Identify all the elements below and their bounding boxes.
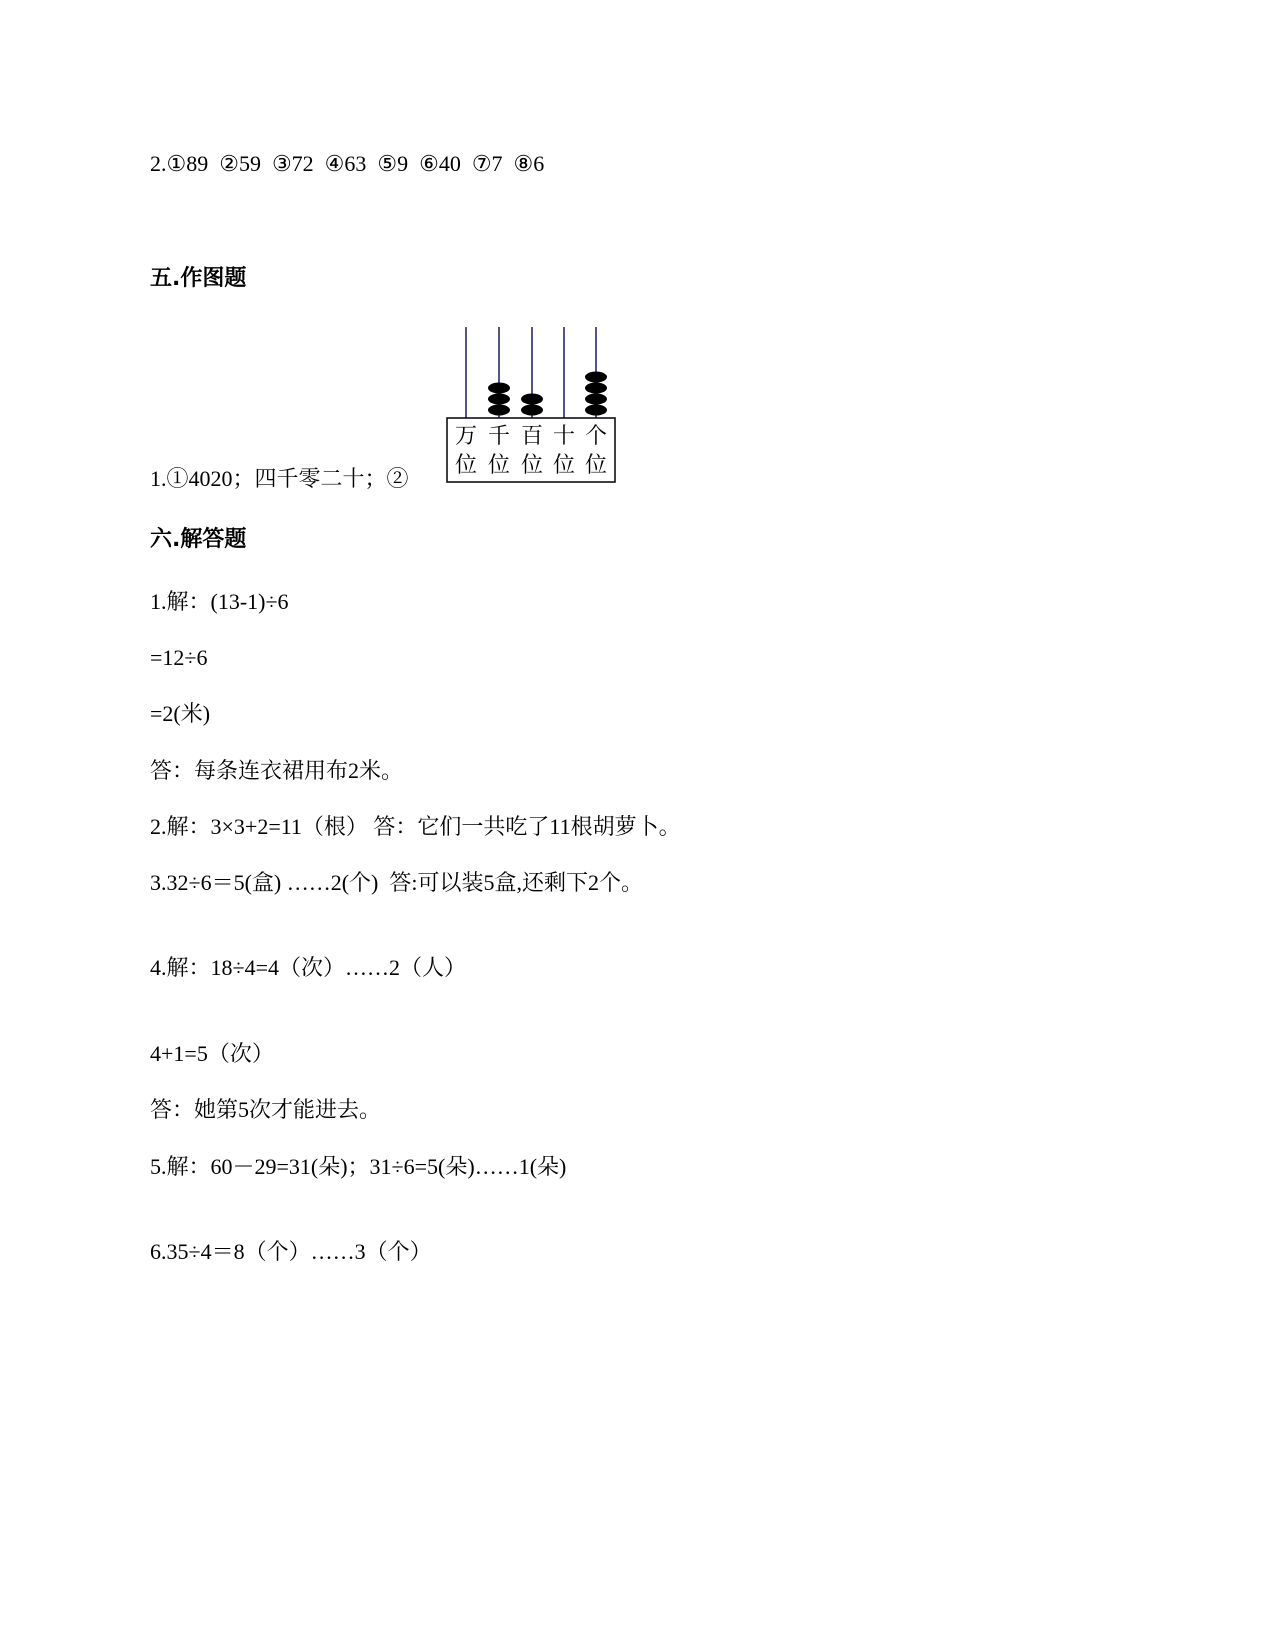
answer-line: 1.解：(13-1)÷6 (150, 589, 289, 614)
answer-line: 5.解：60－29=31(朵)；31÷6=5(朵)……1(朵) (150, 1154, 567, 1179)
section-heading-solutions: 六.解答题 (150, 527, 247, 552)
abacus-bead (585, 372, 607, 383)
section-heading-drawing: 五.作图题 (150, 266, 247, 291)
abacus-beads (488, 372, 607, 416)
answer-line: =2(米) (150, 701, 211, 726)
abacus-bead (521, 405, 543, 416)
answer-line: =12÷6 (150, 645, 208, 670)
abacus-bead (585, 394, 607, 405)
abacus-place-suffix: 位 (487, 453, 511, 478)
abacus-bead (488, 383, 510, 394)
answer-line: 2.解：3×3+2=11（根） 答：它们一共吃了11根胡萝卜。 (150, 814, 681, 839)
abacus-place-label: 千 (487, 424, 511, 449)
abacus-bead (585, 383, 607, 394)
answer-line: 3.32÷6＝5(盒) ……2(个) 答:可以装5盒,还剩下2个。 (150, 870, 643, 895)
abacus-drawing (446, 327, 621, 484)
abacus-bead (488, 405, 510, 416)
answer-line: 2.①89 ②59 ③72 ④63 ⑤9 ⑥40 ⑦7 ⑧6 (150, 151, 545, 176)
abacus-bead (585, 405, 607, 416)
abacus-place-label: 万 (454, 424, 478, 449)
answer-line: 4.解：18÷4=4（次）……2（人） (150, 955, 466, 980)
answer-line: 1.①4020；四千零二十；② (150, 466, 409, 491)
answer-line: 答：每条连衣裙用布2米。 (150, 758, 404, 783)
abacus-bead (521, 394, 543, 405)
answer-line: 6.35÷4＝8（个）……3（个） (150, 1239, 432, 1264)
abacus-place-suffix: 位 (552, 453, 576, 478)
answer-line: 答：她第5次才能进去。 (150, 1097, 382, 1122)
abacus-place-suffix: 位 (520, 453, 544, 478)
abacus-place-label: 百 (520, 424, 544, 449)
abacus-place-suffix: 位 (454, 453, 478, 478)
abacus-bead (488, 394, 510, 405)
abacus-place-label: 个 (584, 424, 608, 449)
abacus-place-suffix: 位 (584, 453, 608, 478)
abacus-place-label: 十 (552, 424, 576, 449)
answer-line: 4+1=5（次） (150, 1041, 274, 1066)
